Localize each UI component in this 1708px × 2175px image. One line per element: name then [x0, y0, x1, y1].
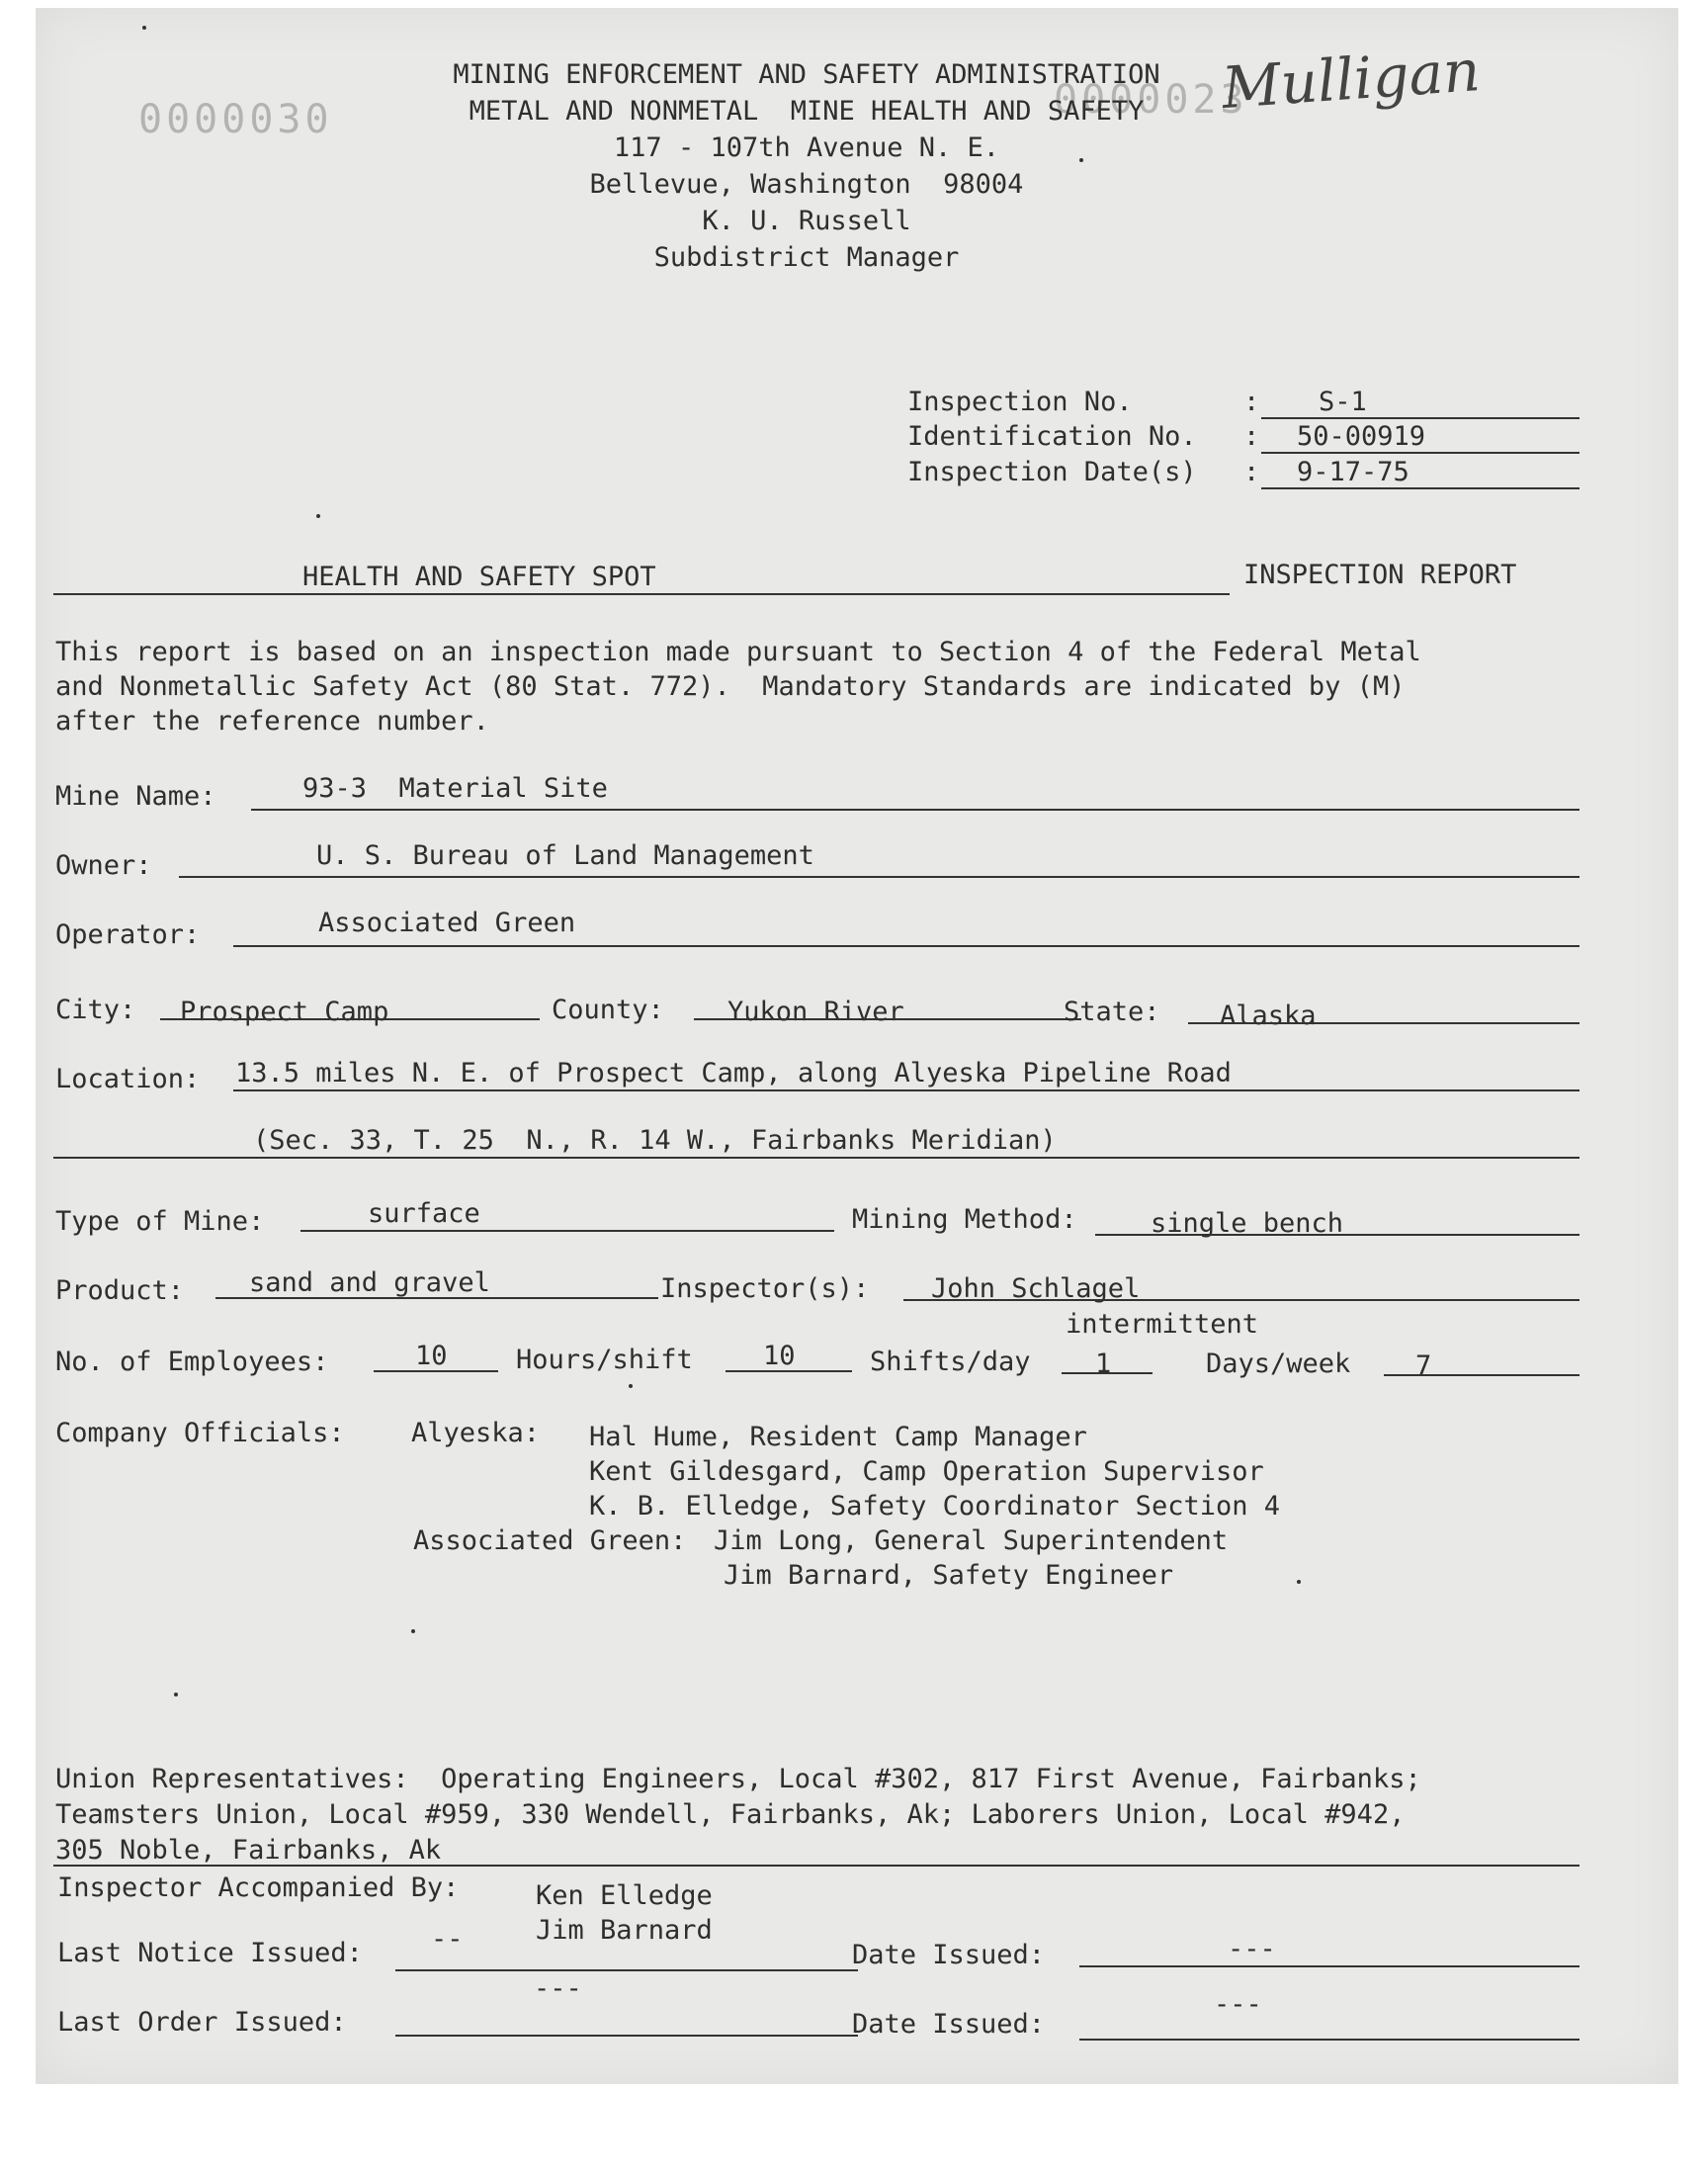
location-rule-1 [233, 1089, 1580, 1091]
report-title-left: HEALTH AND SAFETY SPOT [302, 562, 656, 592]
inspection-no-label: Inspection No. [907, 387, 1133, 417]
intro-line-1: This report is based on an inspection made pursuant to Section 4 of the Federal Metal [55, 637, 1421, 667]
hours-per-shift-label: Hours/shift [516, 1345, 693, 1375]
scan-speck [629, 1384, 633, 1388]
mine-name-value: 93-3 Material Site [302, 773, 608, 804]
last-notice-rule [395, 1969, 858, 1971]
shifts-per-day-rule [1062, 1372, 1153, 1374]
union-line-2: Teamsters Union, Local #959, 330 Wendell, Fairbanks, Ak; Laborers Union, Local #942, [55, 1799, 1406, 1830]
notice-date-issued-rule [1079, 1965, 1580, 1967]
accompanied-person-2: Jim Barnard [536, 1915, 713, 1946]
employees-rule [374, 1370, 498, 1372]
days-per-week-value: 7 [1415, 1350, 1432, 1381]
scan-speck [174, 1693, 178, 1696]
inspectors-value: John Schlagel [931, 1273, 1141, 1304]
alyeska-official-2: Kent Gildesgard, Camp Operation Supervisor [589, 1456, 1264, 1487]
city-label: City: [55, 995, 136, 1025]
employees-label: No. of Employees: [55, 1347, 329, 1377]
associated-green-label: Associated Green: [413, 1525, 687, 1556]
operator-value: Associated Green [318, 908, 576, 938]
handwritten-signature: Mulligan [1219, 36, 1483, 123]
inspection-date-value: 9-17-75 [1297, 457, 1409, 487]
order-date-issued-label: Date Issued: [852, 2009, 1046, 2040]
accompanied-by-label: Inspector Accompanied By: [57, 1872, 460, 1903]
scan-speck [316, 514, 320, 518]
report-title-rule [53, 593, 1230, 595]
county-value: Yukon River [727, 997, 904, 1027]
location-label: Location: [55, 1064, 201, 1094]
owner-label: Owner: [55, 850, 152, 881]
inspection-no-value: S-1 [1319, 387, 1367, 417]
accompanied-person-1: Ken Elledge [536, 1880, 713, 1911]
scanned-page [36, 8, 1678, 2084]
employees-value: 10 [415, 1341, 448, 1371]
union-line-3: 305 Noble, Fairbanks, Ak [55, 1835, 442, 1866]
state-rule [1188, 1022, 1580, 1024]
order-date-issued-rule [1079, 2039, 1580, 2041]
shifts-per-day-label: Shifts/day [870, 1347, 1031, 1377]
company-officials-label: Company Officials: [55, 1418, 345, 1448]
inspection-date-rule [1261, 487, 1580, 489]
associated-green-official-2: Jim Barnard, Safety Engineer [724, 1560, 1174, 1591]
type-of-mine-value: surface [368, 1198, 480, 1229]
scan-speck [1297, 1580, 1301, 1584]
scan-speck [142, 26, 146, 30]
inspection-date-label: Inspection Date(s) [907, 457, 1197, 487]
manager-title: Subdistrict Manager [653, 242, 960, 273]
union-line-1: Union Representatives: Operating Engineers, Local #302, 817 First Avenue, Fairbanks; [55, 1764, 1421, 1794]
division-name: METAL AND NONMETAL MINE HEALTH AND SAFETY [469, 96, 1145, 127]
hours-per-shift-rule [726, 1370, 852, 1372]
inspectors-rule [903, 1299, 1580, 1301]
location-value-line-1: 13.5 miles N. E. of Prospect Camp, along Alyeska Pipeline Road [235, 1058, 1232, 1088]
hours-per-shift-value: 10 [763, 1341, 796, 1371]
alyeska-label: Alyeska: [411, 1418, 541, 1448]
associated-green-official-1: Jim Long, General Superintendent [714, 1525, 1229, 1556]
intro-line-3: after the reference number. [55, 706, 489, 737]
location-value-line-2: (Sec. 33, T. 25 N., R. 14 W., Fairbanks Meridian) [253, 1125, 1057, 1156]
city-value: Prospect Camp [180, 997, 389, 1027]
report-title-right: INSPECTION REPORT [1243, 560, 1517, 590]
inspection-no-colon: : [1243, 387, 1260, 417]
owner-rule [179, 876, 1580, 878]
last-notice-value: -- [431, 1924, 464, 1955]
scan-speck [1079, 158, 1083, 162]
mining-method-value: single bench [1151, 1208, 1344, 1239]
identification-no-colon: : [1243, 421, 1260, 452]
last-notice-label: Last Notice Issued: [57, 1938, 363, 1968]
identification-no-value: 50-00919 [1297, 421, 1426, 452]
county-label: County: [552, 995, 664, 1025]
mining-method-label: Mining Method: [852, 1204, 1077, 1235]
county-rule [694, 1018, 1081, 1020]
intro-line-2: and Nonmetallic Safety Act (80 Stat. 772). Mandatory Standards are indicated by (M) [55, 671, 1406, 702]
days-per-week-rule [1384, 1374, 1580, 1376]
type-of-mine-rule [300, 1230, 834, 1232]
state-label: State: [1064, 997, 1160, 1027]
identification-no-rule [1261, 452, 1580, 454]
last-order-rule [395, 2035, 858, 2037]
scan-speck [411, 1629, 415, 1633]
document-number-stamp-left: 0000030 [138, 97, 333, 142]
operator-label: Operator: [55, 919, 201, 950]
alyeska-official-1: Hal Hume, Resident Camp Manager [589, 1422, 1087, 1452]
operator-rule [233, 945, 1580, 947]
type-of-mine-label: Type of Mine: [55, 1206, 265, 1237]
last-order-label: Last Order Issued: [57, 2007, 347, 2038]
identification-no-label: Identification No. [907, 421, 1197, 452]
inspectors-label: Inspector(s): [660, 1273, 870, 1304]
product-value: sand and gravel [249, 1267, 490, 1298]
location-rule-2 [53, 1157, 1580, 1159]
union-rule [53, 1865, 1580, 1867]
inspection-date-colon: : [1243, 457, 1260, 487]
agency-name: MINING ENFORCEMENT AND SAFETY ADMINISTRATION [453, 59, 1160, 90]
product-label: Product: [55, 1275, 185, 1306]
order-date-issued-value: --- [1214, 1989, 1262, 2020]
document-number-stamp-right: 0000023 [1054, 77, 1248, 123]
owner-value: U. S. Bureau of Land Management [316, 840, 814, 871]
inspection-no-rule [1261, 417, 1580, 419]
manager-name: K. U. Russell [702, 206, 911, 236]
shifts-per-day-value: 1 [1095, 1348, 1112, 1379]
mining-method-rule [1095, 1234, 1580, 1236]
state-value: Alaska [1220, 1000, 1317, 1031]
notice-date-issued-label: Date Issued: [852, 1940, 1046, 1970]
alyeska-official-3: K. B. Elledge, Safety Coordinator Section 4 [589, 1491, 1280, 1522]
address-street: 117 - 107th Avenue N. E. [613, 132, 1000, 163]
days-per-week-label: Days/week [1206, 1348, 1351, 1379]
mine-name-rule [251, 809, 1580, 811]
product-rule [215, 1297, 658, 1299]
shifts-per-day-note: intermittent [1066, 1309, 1259, 1340]
mine-name-label: Mine Name: [55, 781, 216, 812]
city-rule [160, 1018, 540, 1020]
address-city: Bellevue, Washington 98004 [589, 169, 1024, 200]
notice-date-issued-value: --- [1228, 1934, 1276, 1964]
last-order-value: --- [534, 1973, 582, 2004]
